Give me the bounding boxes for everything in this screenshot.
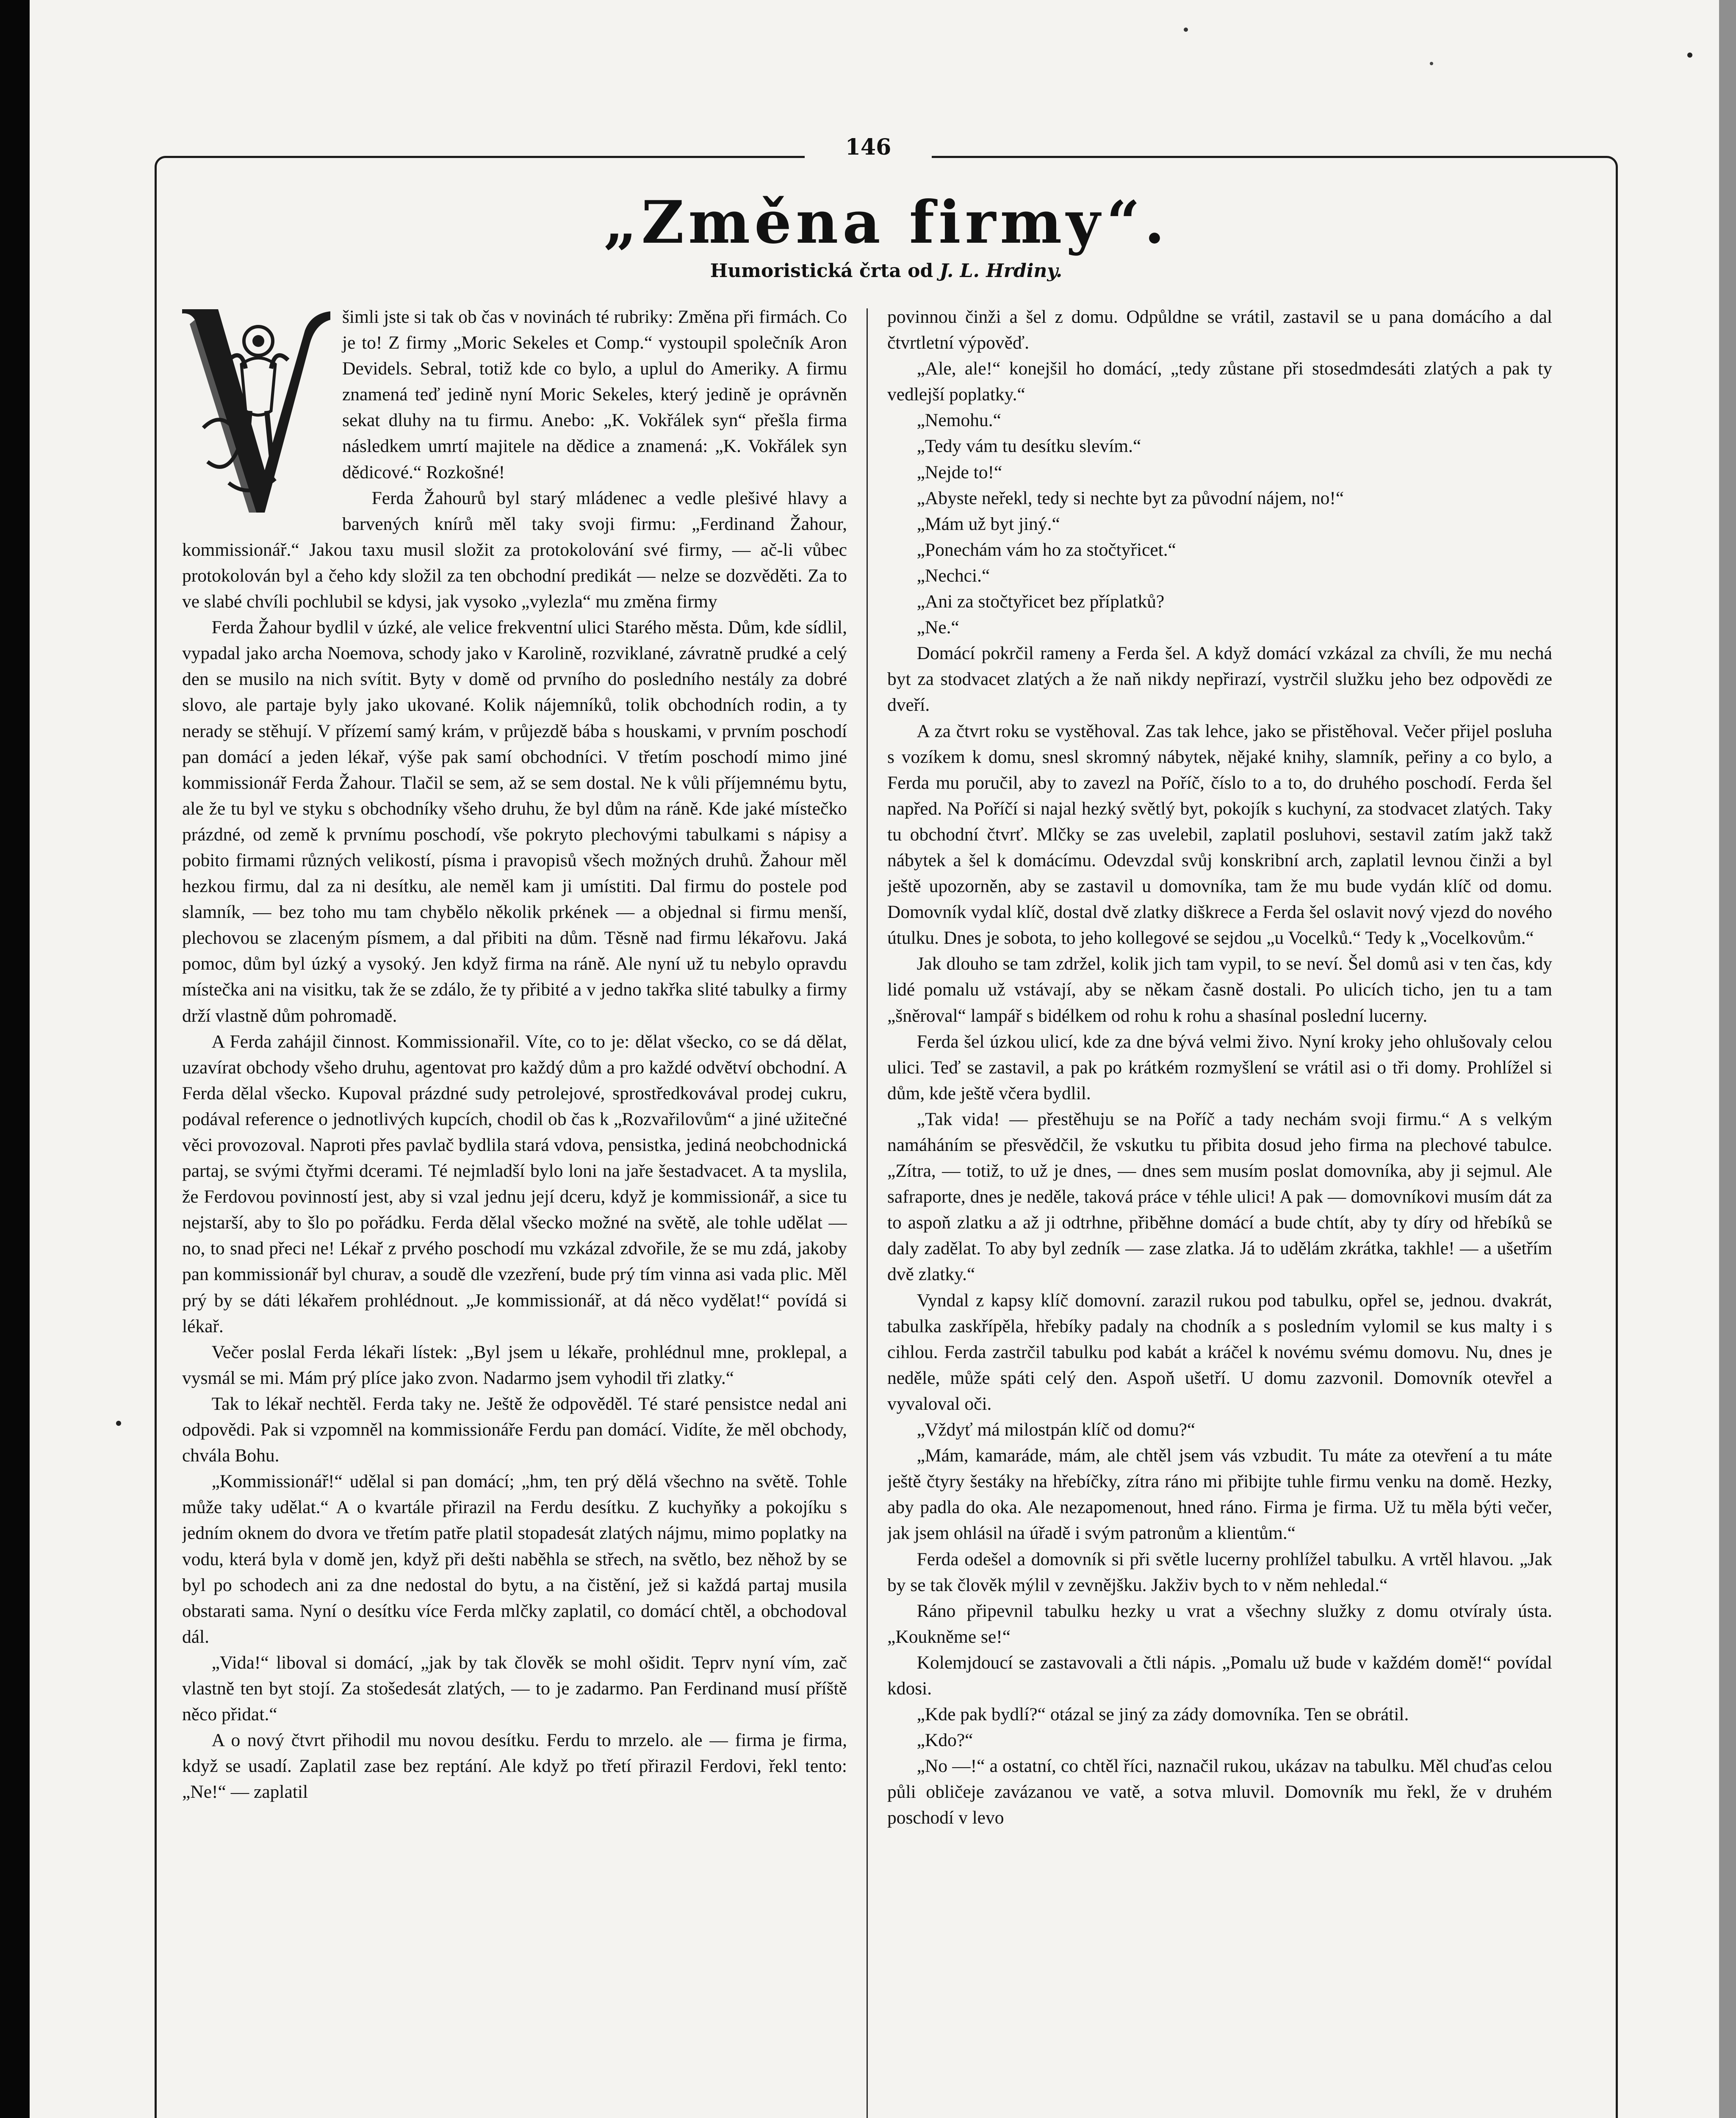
speck [1184, 28, 1188, 32]
column-divider [867, 308, 868, 2118]
dialogue-line: „Ani za stočtyřicet bez příplatků? [916, 591, 1165, 612]
dialogue-line: „Kde pak bydlí?“ otázal se jiný za zády domovníka. Ten se obrátil. [916, 1704, 1409, 1725]
paragraph: Večer poslal Ferda lékaři lístek: „Byl jsem u lékaře, prohlédnul mne, proklepal, a vysmál se mi. Mám prý plíce jako zvon. Nadarmo jsem vyhodil tři zlatky.“ [182, 1342, 847, 1388]
paragraph: Ferda Žahour bydlil v úzké, ale velice frekventní ulici Starého města. Dům, kde sídlil, vypadal jako archa Noemova, schody jako v Karolině, rozviklané, závratně prudké a celý den se musilo na nich svítit. Byty v domě od prvního do posledního nestály za dobré slovo, ale partaje byly jako ukované. Kolik nájemníků, tolik obchodních rodin, a ty nerady se stěhují. V přízemí samý krám, v průjezdě bába s houskami, v prvním poschodí pan domácí a jeden lékař, výše pak samí obchodníci. V třetím poschodí mimo jiné kommissionář Ferda Žahour. Tlačil se sem, až se sem dostal. Ne k vůli příjemnému bytu, ale že tu byl ve styku s obchodníky všeho druhu, že byl dům na ráně. Kde jaké místečko prázdné, od země k prvnímu poschodí, vše pokryto plechovými tabulkami s nápisy a pobito firmami různých velikostí, písma i pravopisů všech možných druhů. Žahour měl hezkou firmu, dal za ni desítku, ale neměl kam ji umístiti. Dal firmu do postele pod slamník, — bez toho mu tam chybělo několik prkének — a objednal si firmu menší, plechovou se zlaceným písmem, a dal přibiti na dům. Těsně nad firmu lékařovu. Jaká pomoc, dům byl úzký a vysoký. Jen když firma na ráně. Ale nyní už tu nebylo opravdu místečka ani na visitku, tak že se zdálo, že ty přibité a v jedno takřka slité tabulky a firmy drží vlastně dům pohromadě. [182, 617, 847, 1026]
scan-left-shadow [0, 0, 30, 2118]
dialogue-line: „Nejde to!“ [916, 462, 1002, 482]
dialogue-line: „Vždyť má milostpán klíč od domu?“ [916, 1419, 1196, 1440]
column-left [182, 304, 847, 2118]
paragraph: „Ale, ale!“ konejšil ho domácí, „tedy zůstane při stosedmdesáti zlatých a pak ty vedlejší poplatky.“ [887, 358, 1552, 405]
speck [116, 1421, 121, 1426]
paragraph: Vyndal z kapsy klíč domovní. zarazil rukou pod tabulku, opřel se, jednou. dvakrát, tabulka zaskřípěla, hřebíky padaly na chodník a s posledním vylomil se kus malty i s cihlou. Ferda zastrčil tabulku pod kabát a kráčel k novému svému domovu. Nu, dnes je neděle, může spáti celý den. Aspoň ušetří. U domu zazvonil. Domovník otevřel a vyvaloval oči. [887, 1290, 1552, 1414]
author-name: J. L. Hrdiny. [939, 260, 1063, 282]
paragraph: „Kommissionář!“ udělal si pan domácí; „hm, ten prý dělá všechno na světě. Tohle může taky udělat.“ A o kvartále přirazil na Ferdu desítku. Z kuchyňky a pokojíku s jedním oknem do dvora ve třetím patře platil stopadesát zlatých nájmu, mimo poplatky na vodu, která byla v domě jen, když při dešti naběhla se střech, na světlo, bez něhož by se byl po schodech ani za dne nedostal do bytu, a na čistění, jež si každá partaj musila obstarati sama. Nyní o desítku více Ferda mlčky zaplatil, co domácí chtěl, a obchodoval dál. [182, 1471, 847, 1647]
paragraph: „Mám, kamaráde, mám, ale chtěl jsem vás vzbudit. Tu máte za otevření a tu máte ještě čtyry šestáky na hřebíčky, zítra ráno mi přibijte tuhle firmu venku na domě. Hezky, aby padla do oka. Ale nezapomenout, hned ráno. Firma je firma. Už tu měla býti večer, jak jsem ohlásil na úřadě i svým patronům a klientům.“ [887, 1445, 1552, 1544]
paragraph: Domácí pokrčil rameny a Ferda šel. A když domácí vzkázal za chvíli, že mu nechá byt za stodvacet zlatých a že naň nikdy nepřirazí, vystrčil služku jeho bez odpovědi ze dveří. [887, 643, 1552, 715]
paragraph: povinnou činži a šel z domu. Odpůldne se vrátil, zastavil se u pana domácího a dal čtvrtletní výpověď. [887, 307, 1552, 353]
paragraph: Jak dlouho se tam zdržel, kolik jich tam vypil, to se neví. Šel domů asi v ten čas, kdy lidé pomalu už vstávají, aby se někam časně dostali. Po ulicích ticho, jen tu a tam „šněroval“ lampář s bidélkem od rohu k rohu a shasínal poslední lucerny. [887, 954, 1552, 1026]
dialogue-line: „Kdo?“ [916, 1730, 973, 1751]
dialogue-line: „Ne.“ [916, 617, 959, 638]
paragraph: šimli jste si tak ob čas v novinách té rubriky: Změna při firmách. Co je to! Z firmy „Moric Sekeles et Comp.“ vystoupil společník Aron Devidels. Sebral, totiž kde co bylo, a uplul do Ameriky. A firmu znamená teď jedině nyní Moric Sekeles, který jedině je oprávněn sekat dluhy na tu firmu. Anebo: „K. Vokřálek syn“ přešla firma následkem umrtí majitele na dědice a znamená: „K. Vokřálek syn dědicové.“ Rozkošné! [342, 307, 847, 482]
speck [1687, 53, 1692, 58]
dialogue-line: „Nechci.“ [916, 565, 990, 586]
paragraph: „Vida!“ liboval si domácí, „jak by tak člověk se mohl ošidit. Teprv nyní vím, zač vlastně ten byt stojí. Za stošedesát zlatých, — to je zadarmo. Pan Ferdinand musí příště něco přidat.“ [182, 1652, 847, 1725]
ornamental-initial-icon [182, 304, 335, 521]
initial-letter-v [182, 304, 335, 521]
subtitle-prefix: Humoristická črta od [710, 260, 933, 282]
article-title: „Změna firmy“. [604, 188, 1169, 257]
paragraph: A za čtvrt roku se vystěhoval. Zas tak lehce, jako se přistěhoval. Večer přijel posluha s vozíkem k domu, snesl skromný nábytek, nějaké knihy, slamník, peřiny a co bylo, a Ferda mu poručil, aby to zavezl na Poříč, číslo to a to, do druhého poschodí. Ferda šel napřed. Na Poříčí si najal hezký světlý byt, pokojík s kuchyní, za stodvacet zlatých. Taky tu obchodní čtvrť. Mlčky se zas uvelebil, zaplatil posluhovi, sestavil zatím jakž takž nábytek a šel k domácímu. Odevzdal svůj konskribní arch, zaplatil levnou činži a byl ještě upozorněn, aby se zastavil u domovníka, tam že mu bude vydán klíč od domu. Domovník vydal klíč, dostal dvě zlatky diškrece a Ferda šel oslavit nový vjezd do nového útulku. Dnes je sobota, to jeho kollegové se sejdou „u Vocelků.“ Tedy k „Vocelkovům.“ [887, 721, 1552, 948]
paragraph: „Tak vida! — přestěhuju se na Poříč a tady nechám svoji firmu.“ A s velkým namáháním se přesvědčil, že vskutku tu přibita dosud jeho firma na plechové tabulce. „Zítra, — totiž, to už je dnes, — dnes sem musím poslat domovníka, aby ji sejmul. Ale safraporte, dnes je neděle, taková práce v téhle ulici! A pak — domovníkovi musím dát za to aspoň zlatku a až ji odtrhne, přiběhne domácí a bude chtít, aby ty díry od hřebíků se daly zadělat. To aby byl zedník — zase zlatka. Já to udělám zkrátka, takhle! — a ušetřím dvě zlatky.“ [887, 1109, 1552, 1285]
paragraph: Ferda odešel a domovník si při světle lucerny prohlížel tabulku. A vrtěl hlavou. „Jak by se tak člověk mýlil v zevnějšku. Jakživ bych to v něm nehledal.“ [887, 1549, 1552, 1595]
paragraph: Kolemjdoucí se zastavovali a čtli nápis. „Pomalu už bude v každém domě!“ povídal kdosi. [887, 1652, 1552, 1699]
paragraph: Ferda Žahourů byl starý mládenec a vedle plešivé hlavy a barvených knírů měl taky svoji firmu: „Ferdinand Žahour, kommissionář.“ Jakou taxu musil složit za protokolování své firmy, — ač-li vůbec protokolován byl a čeho kdy složil za ten obchodní predikát — nelze se dozvěděti. Za to ve slabé chvíli pochlubil se kdysi, jak vysoko „vylezla“ mu změna firmy [182, 488, 847, 612]
dialogue-line: „Mám už byt jiný.“ [916, 513, 1060, 534]
dialogue-line: „Nemohu.“ [916, 410, 1001, 431]
paragraph: A Ferda zahájil činnost. Kommissionařil. Víte, co to je: dělat všecko, co se dá dělat, uzavírat obchody všeho druhu, agentovat pro každý dům a pro každé odvětví obchodní. A Ferda dělal všecko. Kupoval prázdné sudy petrolejové, sprostředkovával prodej cukru, podával reference o jednotlivých kupcích, chodil ob čas k „Rozvařilovům“ a jiné užitečné věci provozoval. Naproti přes pavlač bydlila stará vdova, pensistka, jediná neobchodnická partaj, se svými čtyřmi dcerami. Té nejmladší bylo loni na jaře šestadvacet. A ta myslila, že Ferdovou povinností jest, aby si vzal jednu její dceru, když je kommissionář, a sice tu nejstarší, aby to šlo po pořádku. Ferda dělal všecko možné na světě, ale tohle udělat — no, to snad přeci ne! Lékař z prvého poschodí mu vzkázal zdvořile, že se mu zdá, jakoby pan kommissionář byl churav, a soudě dle vzezření, bude prý tím vinna asi vada plic. Měl prý by se dáti lékařem prohlédnout. „Je kommissionář, at dá něco vydělat!“ povídá si lékař. [182, 1031, 847, 1336]
dialogue-line: „Ponechám vám ho za stočtyřicet.“ [916, 539, 1176, 560]
dialogue-line: „Tedy vám tu desítku slevím.“ [916, 436, 1141, 457]
dialogue-line: „Abyste neřekl, tedy si nechte byt za původní nájem, no!“ [916, 488, 1344, 508]
paragraph: A o nový čtvrt přihodil mu novou desítku. Ferdu to mrzelo. ale — firma je firma, když se usadí. Zaplatil zase bez reptání. Ale když po třetí přirazil Ferdovi, řekl tento: „Ne!“ — zaplatil [182, 1730, 847, 1802]
paragraph: Ferda šel úzkou ulicí, kde za dne bývá velmi živo. Nyní kroky jeho ohlušovaly celou ulici. Teď se zastavil, a pak po krátkém rozmyšlení se vrátil asi o tři domy. Prohlížel si dům, kde ještě včera bydlil. [887, 1031, 1552, 1103]
paragraph: Ráno připevnil tabulku hezky u vrat a všechny služky z domu otvíraly ústa. „Koukněme se!“ [887, 1600, 1552, 1647]
article-subtitle [155, 261, 1618, 282]
paragraph: Tak to lékař nechtěl. Ferda taky ne. Ještě že odpověděl. Té staré pensistce nedal ani odpovědi. Pak si vzpomněl na kommissionáře Ferdu pan domácí. Vidíte, že měl obchody, chvála Bohu. [182, 1393, 847, 1466]
page-number: 146 [805, 135, 932, 160]
paragraph: „No —!“ a ostatní, co chtěl říci, naznačil rukou, ukázav na tabulku. Měl chuďas celou půli obličeje zavázanou ve vatě, a sotva mluvil. Domovník mu řekl, že v druhém poschodí v levo [887, 1756, 1552, 1828]
speck [1430, 62, 1433, 65]
scan-right-edge [1719, 0, 1736, 2118]
column-right [887, 304, 1552, 2118]
